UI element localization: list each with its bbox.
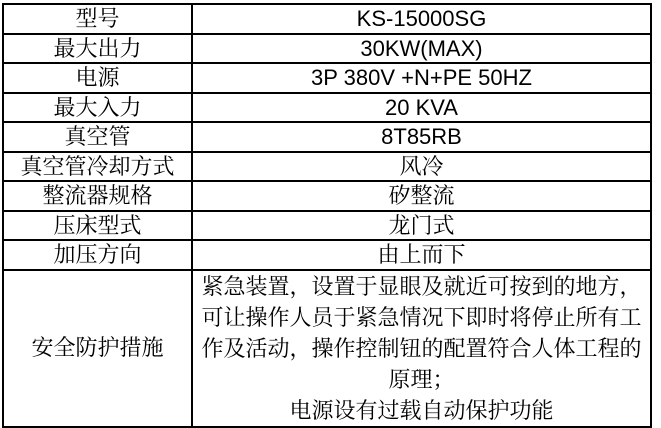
table-row bbox=[3, 63, 651, 93]
spec-label-model: 型号 bbox=[3, 4, 192, 34]
spec-label-max-output: 最大出力 bbox=[3, 34, 192, 64]
spec-label-safety-measures: 安全防护措施 bbox=[3, 270, 192, 427]
spec-label-max-input: 最大入力 bbox=[3, 93, 192, 123]
spec-label-power-supply: 电源 bbox=[3, 63, 192, 93]
table-row bbox=[3, 34, 651, 64]
safety-measures-paragraph: 电源设有过载自动保护功能 bbox=[289, 397, 554, 423]
spec-label-press-type: 压床型式 bbox=[3, 211, 192, 241]
spec-value-safety-measures bbox=[192, 270, 651, 427]
table-row bbox=[3, 211, 651, 241]
spec-value-model: KS-15000SG bbox=[192, 4, 651, 34]
table-row bbox=[3, 152, 651, 182]
spec-value-max-output: 30KW(MAX) bbox=[192, 34, 651, 64]
table-row bbox=[3, 270, 651, 427]
spec-value-press-direction: 由上而下 bbox=[192, 240, 651, 270]
spec-value-press-type: 龙门式 bbox=[192, 211, 651, 241]
spec-label-vacuum-tube: 真空管 bbox=[3, 122, 192, 152]
spec-value-rectifier: 矽整流 bbox=[192, 181, 651, 211]
safety-measures-paragraph: 紧急装置，设置于显眼及就近可按到的地方，可让操作人员于紧急情况下即时将停止所有工作及活动，操作控制钮的配置符合人体工程的原理； bbox=[201, 273, 642, 392]
table-row bbox=[3, 240, 651, 270]
spec-value-tube-cooling: 风冷 bbox=[192, 152, 651, 182]
spec-label-tube-cooling: 真空管冷却方式 bbox=[3, 152, 192, 182]
spec-value-power-supply: 3P 380V +N+PE 50HZ bbox=[192, 63, 651, 93]
table-row bbox=[3, 181, 651, 211]
spec-value-max-input: 20 KVA bbox=[192, 93, 651, 123]
spec-value-vacuum-tube: 8T85RB bbox=[192, 122, 651, 152]
table-row bbox=[3, 122, 651, 152]
product-spec-table bbox=[2, 3, 652, 428]
spec-label-rectifier: 整流器规格 bbox=[3, 181, 192, 211]
spec-label-press-direction: 加压方向 bbox=[3, 240, 192, 270]
table-row bbox=[3, 4, 651, 34]
table-row bbox=[3, 93, 651, 123]
